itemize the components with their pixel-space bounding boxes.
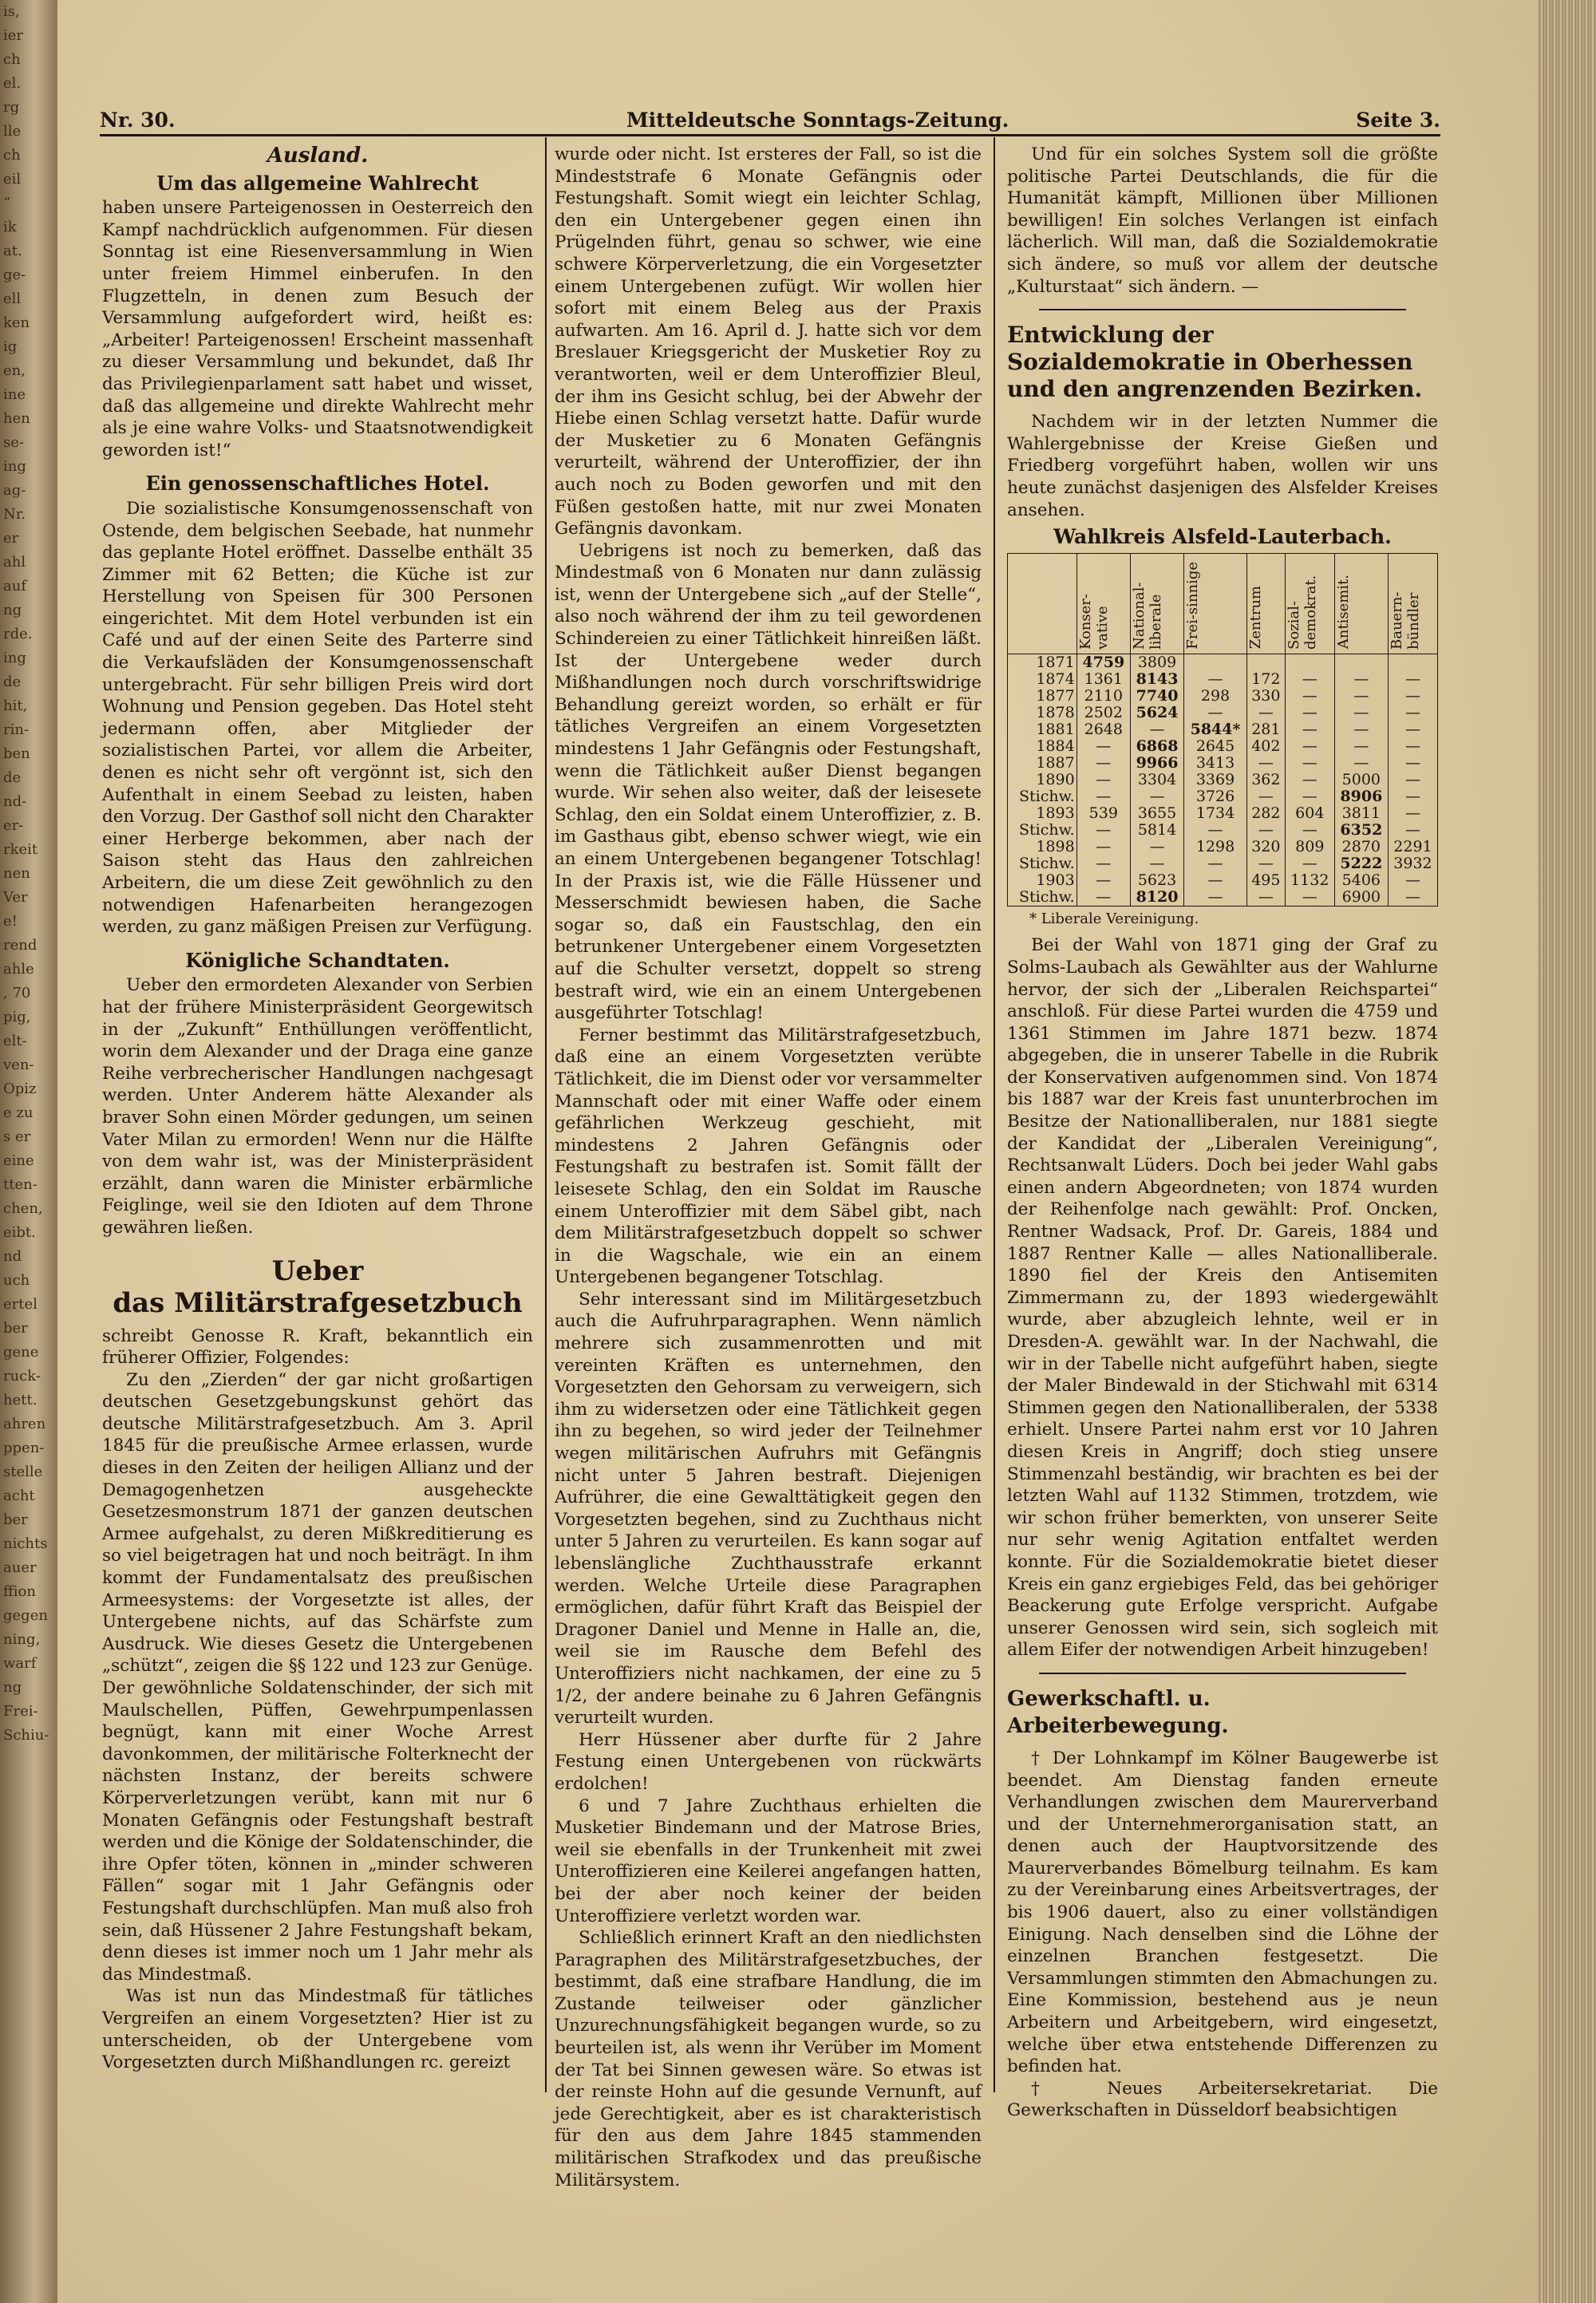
headline-line-2: das Militärstrafgesetzbuch xyxy=(113,1286,523,1319)
table-cell: 4759 xyxy=(1077,654,1130,671)
table-cell: 3811 xyxy=(1334,805,1388,822)
prev-page-fragment: ell xyxy=(3,290,22,307)
table-cell: — xyxy=(1246,705,1285,721)
table-cell: 809 xyxy=(1285,839,1334,855)
table-cell: — xyxy=(1388,705,1437,721)
prev-page-fragment: ppen- xyxy=(3,1440,45,1456)
prev-page-fragment: se- xyxy=(3,434,24,451)
article-body: † Der Lohnkampf im Kölner Baugewerbe ist beendet. Am Dienstag fanden erneute Verhandlungen zwischen dem Maurerverband und der Unternehmerorganisation statt, an denen auch der Hauptvorsitzende des Maurerverbandes Bömelburg teilnahm. Es kam zu der Vereinbarung eines Arbeitsvertrages, der bis 1906 dauert, also zu einer vollständigen Einigung. Nach denselben sind die Löhne der einzelnen Branchen festgesetzt. Die Versammlungen stimmten den Abmachungen zu. Eine Kommission, bestehend aus je neun Arbeitern und Arbeitgebern, wird eingesetzt, welche über etwa entstehende Differenzen zu befinden hat. xyxy=(1007,1748,1438,2077)
table-cell: — xyxy=(1285,855,1334,872)
table-cell: — xyxy=(1334,705,1388,721)
table-footnote: * Liberale Vereinigung. xyxy=(1029,910,1199,927)
table-cell: 172 xyxy=(1246,671,1285,688)
table-row xyxy=(1008,889,1438,907)
table-header-cell xyxy=(1008,553,1077,654)
table-header-cell xyxy=(1285,553,1334,654)
prev-page-fragment: ng xyxy=(3,1679,22,1696)
prev-page-fragment: rend xyxy=(3,937,38,954)
table-cell: 1903 xyxy=(1008,872,1077,889)
prev-page-fragment: ch xyxy=(3,147,21,164)
separator xyxy=(1039,1673,1406,1674)
table-cell: 3809 xyxy=(1130,654,1183,671)
article-body: Sehr interessant sind im Militärgesetzbuch auch die Aufruhrparagraphen. Wenn nämlich mehrere sich zusammenrotten und mit vereinten Kräften es unternehmen, den Vorgesetzten den Gehorsam zu verweigern, sich ihm zu widersetzen oder eine Tätlichkeit gegen ihn zu begehen, so wird jeder der Teilnehmer wegen militärischen Aufruhrs mit Gefängnis nicht unter 5 Jahren bestraft. Diejenigen Aufrührer, die eine Gewalttätigkeit gegen den Vorgesetzten begehen, sind zu Zuchthaus nicht unter 5 Jahren zu verurteilen. Es kann sogar auf lebenslängliche Zuchthausstrafe erkannt werden. Welche Urteile diese Paragraphen ermöglichen, dafür führt Kraft das Beispiel der Dragoner Daniel und Menne in Halle an, die, weil sie im Rausche dem Befehl des Unteroffiziers nicht nachkamen, der eine zu 5 1/2, der andere beinahe zu 6 Jahren Gefängnis verurteilt wurden. xyxy=(555,1289,982,1728)
table-cell: — xyxy=(1334,755,1388,772)
table-header-cell xyxy=(1246,553,1285,654)
article-body: 6 und 7 Jahre Zuchthaus erhielten die Musketier Bindemann und der Matrose Bries, weil sie ebenfalls in der Trunkenheit mit zwei Unteroffizieren eine Keilerei angefangen hatten, bei der aber noch keiner der beiden Unteroffiziere verletzt worden war. xyxy=(555,1795,982,1926)
table-cell: — xyxy=(1285,671,1334,688)
table-cell: — xyxy=(1246,822,1285,839)
table-row xyxy=(1008,855,1438,872)
column-2 xyxy=(555,144,982,2191)
headline xyxy=(102,1255,533,1319)
table-title: Wahlkreis Alsfeld-Lauterbach. xyxy=(1053,525,1392,549)
article-title: Gewerkschaftl. u. Arbeiterbewegung. xyxy=(1007,1686,1229,1738)
table-cell: — xyxy=(1130,839,1183,855)
table-cell: 1890 xyxy=(1008,772,1077,788)
table-cell: 1887 xyxy=(1008,755,1077,772)
table-cell: 1361 xyxy=(1077,671,1130,688)
table-cell: — xyxy=(1077,788,1130,805)
table-cell: — xyxy=(1285,822,1334,839)
table-cell: 5222 xyxy=(1334,855,1388,872)
table-cell: — xyxy=(1334,721,1388,738)
prev-page-fragment: s er xyxy=(3,1128,31,1145)
table-header-cell xyxy=(1077,553,1130,654)
prev-page-fragment: Frei- xyxy=(3,1703,38,1720)
table-row xyxy=(1008,721,1438,738)
article-body: haben unsere Parteigenossen in Oesterreich den Kampf nachdrücklich aufgenommen. Für diesen Sonntag ist eine Riesenversammlung in Wien unter freiem Himmel einberufen. In den Flugzetteln, in denen zum Besuch der Versammlung aufgefordert wird, heißt es: „Arbeiter! Parteigenossen! Erscheint massenhaft zu dieser Versammlung und bekundet, daß Ihr das Privilegienparlament satt habet und wisset, daß das allgemeine und direkte Wahlrecht mehr als je eine wahre Volks- und Staatsnotwendigkeit geworden ist!“ xyxy=(102,198,533,460)
table-cell: 3304 xyxy=(1130,772,1183,788)
article-body: † Neues Arbeitersekretariat. Die Gewerkschaften in Düsseldorf beabsichtigen xyxy=(1007,2078,1438,2121)
table-cell: — xyxy=(1077,772,1130,788)
table-cell: 1871 xyxy=(1008,654,1077,671)
prev-page-fragment: Nr. xyxy=(3,506,26,523)
table-cell: — xyxy=(1184,889,1247,907)
prev-page-fragment: hit, xyxy=(3,697,28,714)
article-body: Ueber den ermordeten Alexander von Serbien hat der frühere Ministerpräsident Georgewitsch in der „Zukunft“ Enthüllungen veröffentlicht, worin dem Alexander und der Draga eine ganze Reihe verbrecherischer Handlungen nachgesagt werden. Unter Anderem hätte Alexander als braver Sohn einen Mörder gedungen, um seinen Vater Milan zu ermorden! Wenn nur die Hälfte von dem wahr ist, was der Ministerpräsident erzählt, dann waren die Minister erbärmliche Feiglinge, weil sie den Idioten auf dem Throne gewähren ließen. xyxy=(102,975,533,1238)
section-kicker: Ausland. xyxy=(267,144,369,168)
table-cell: 5624 xyxy=(1130,705,1183,721)
table-cell: 3369 xyxy=(1184,772,1247,788)
prev-page-fragment: rde. xyxy=(3,626,33,642)
table-row xyxy=(1008,738,1438,755)
table-header-cell xyxy=(1184,553,1247,654)
table-cell: — xyxy=(1388,772,1437,788)
table-cell: Stichw. xyxy=(1008,788,1077,805)
table-cell: — xyxy=(1285,788,1334,805)
table-cell: 5000 xyxy=(1334,772,1388,788)
table-row xyxy=(1008,705,1438,721)
headline-line-1: Ueber xyxy=(271,1254,364,1287)
table-cell: 6868 xyxy=(1130,738,1183,755)
prev-page-fragment: ing xyxy=(3,458,26,475)
table-cell: — xyxy=(1388,721,1437,738)
table-cell: — xyxy=(1334,671,1388,688)
table-cell: — xyxy=(1130,855,1183,872)
table-cell: — xyxy=(1077,839,1130,855)
table-cell: — xyxy=(1388,755,1437,772)
table-cell: — xyxy=(1388,671,1437,688)
table-cell: 2502 xyxy=(1077,705,1130,721)
table-cell: — xyxy=(1077,738,1130,755)
table-row xyxy=(1008,772,1438,788)
prev-page-fragment: hen xyxy=(3,410,30,427)
table-cell: — xyxy=(1388,805,1437,822)
table-cell xyxy=(1184,654,1247,671)
table-cell: 1298 xyxy=(1184,839,1247,855)
table-cell: 6352 xyxy=(1334,822,1388,839)
table-cell: 1734 xyxy=(1184,805,1247,822)
table-cell: — xyxy=(1077,755,1130,772)
prev-page-fragment: stelle xyxy=(3,1464,43,1480)
prev-page-fragment: ning, xyxy=(3,1631,41,1648)
prev-page-fragment: de xyxy=(3,769,22,786)
prev-page-fragment: ahl xyxy=(3,554,26,571)
table-cell: — xyxy=(1184,822,1247,839)
table-row xyxy=(1008,788,1438,805)
page-header xyxy=(100,104,1440,136)
table-cell: — xyxy=(1246,788,1285,805)
table-cell: — xyxy=(1388,822,1437,839)
article-title: Königliche Schandtaten. xyxy=(185,948,450,972)
table-header-label: Sozial-demokrat. xyxy=(1285,575,1319,650)
table-cell: 539 xyxy=(1077,805,1130,822)
prev-page-fragment: nen xyxy=(3,865,30,882)
table-cell: 1884 xyxy=(1008,738,1077,755)
table-cell: — xyxy=(1246,855,1285,872)
prev-page-fragment: el. xyxy=(3,75,22,92)
table-row xyxy=(1008,755,1438,772)
table-cell: 2870 xyxy=(1334,839,1388,855)
table-cell: 8143 xyxy=(1130,671,1183,688)
table-row xyxy=(1008,671,1438,688)
table-cell: Stichw. xyxy=(1008,822,1077,839)
table-header-label: Konser-vative xyxy=(1077,593,1111,650)
table-cell: — xyxy=(1285,738,1334,755)
table-cell: — xyxy=(1388,872,1437,889)
prev-page-fragment: pig, xyxy=(3,1009,31,1025)
table-cell: 8906 xyxy=(1334,788,1388,805)
prev-page-fragment: is, xyxy=(3,3,20,20)
table-cell: — xyxy=(1388,889,1437,907)
table-cell: — xyxy=(1077,872,1130,889)
table-cell: 362 xyxy=(1246,772,1285,788)
table-cell: — xyxy=(1184,872,1247,889)
column-3 xyxy=(1007,144,1438,2122)
prev-page-fragment: er- xyxy=(3,817,24,834)
table-cell: — xyxy=(1285,755,1334,772)
column-rule-1 xyxy=(545,137,547,2092)
table-cell: — xyxy=(1285,772,1334,788)
election-table xyxy=(1007,553,1438,907)
column-rule-2 xyxy=(994,137,995,2092)
table-cell xyxy=(1285,654,1334,671)
prev-page-fragment: ine xyxy=(3,386,26,403)
table-cell: 1874 xyxy=(1008,671,1077,688)
article-body: Schließlich erinnert Kraft an den niedlichsten Paragraphen des Militärstrafgesetzbuches, der bestimmt, daß eine strafbare Handlung, die im Zustande teilweiser oder gänzlicher Unzurechnungsfähigkeit begangen wurde, so zu beurteilen ist, als wenn ihr Verüber im Moment der Tat bei Sinnen gewesen wäre. So etwas ist der reinste Hohn auf die gesunde Vernunft, auf jede Gerechtigkeit, aber es ist charakteristisch für den aus dem Jahre 1845 stammenden militärischen Strafkodex und das preußische Militärsystem. xyxy=(555,1928,982,2190)
table-cell: — xyxy=(1130,788,1183,805)
table-cell: — xyxy=(1246,889,1285,907)
table-cell: 1881 xyxy=(1008,721,1077,738)
table-header-label: Zentrum xyxy=(1246,586,1264,650)
table-cell: 320 xyxy=(1246,839,1285,855)
article-body: wurde oder nicht. Ist ersteres der Fall, so ist die Mindeststrafe 6 Monate Gefängnis oder Festungshaft. Somit wiegt ein leichter Schlag, den ein Untergebener gegen einen ihn Prügelnden führt, genau so schwer, wie eine schwere Körperverletzung, die ein Vorgesetzter einem Untergebenen zufügt. Wir wollen hier sofort mit einem Beleg aus der Praxis aufwarten. Am 16. April d. J. hatte sich vor dem Breslauer Kriegsgericht der Musketier Roy zu verantworten, weil er dem Unteroffizier Bleul, der ihm ins Gesicht schlug, bei der Abwehr der Hiebe einen Schlag versetzt hatte. Dafür wurde der Musketier zu 6 Monaten Gefängnis verurteilt, während der Unteroffizier, der ihn auch noch zu Boden geworfen und mit den Füßen gestoßen hatte, mit nur zwei Monaten Gefängnis davonkam. xyxy=(555,144,982,539)
table-cell: 1898 xyxy=(1008,839,1077,855)
table-cell xyxy=(1388,654,1437,671)
prev-page-fragment: acht xyxy=(3,1487,35,1504)
table-cell: 282 xyxy=(1246,805,1285,822)
table-cell: 2110 xyxy=(1077,688,1130,705)
table-cell: — xyxy=(1184,705,1247,721)
article-body: Herr Hüssener aber durfte für 2 Jahre Festung einen Untergebenen von rückwärts erdolchen! xyxy=(555,1729,982,1794)
table-row xyxy=(1008,822,1438,839)
table-cell: — xyxy=(1285,721,1334,738)
table-row xyxy=(1008,839,1438,855)
article-body: Bei der Wahl von 1871 ging der Graf zu Solms-Laubach als Gewählter aus der Wahlurne hervor, der sich der „Liberalen Reichspartei“ anschloß. Für diese Partei wurden die 4759 und 1361 Stimmen im Jahre 1871 bezw. 1874 abgegeben, die in unserer Tabelle in die Rubrik der Konservativen aufgenommen sind. Von 1874 bis 1887 war der Kreis fast ununterbrochen im Besitze der Nationalliberalen, nur 1881 siegte der Kandidat der „Liberalen Vereinigung“, Rechtsanwalt Lüders. Doch bei jeder Wahl gabs einen andern Abgeordneten; von 1874 wurden der Reihenfolge nach gewählt: Prof. Oncken, Rentner Wadsack, Prof. Dr. Gareis, 1884 und 1887 Rentner Kalle — alles Nationalliberale. 1890 fiel der Kreis den Antisemiten Zimmermann zu, der 1893 wiedergewählt wurde, aber abzugleich lehnte, weil er in Dresden-A. gewählt war. In der Nachwahl, die wir in der Tabelle nicht aufgeführt haben, siegte der Maler Bindewald in der Stichwahl mit 6314 Stimmen gegen den Nationalliberalen, der 5338 erhielt. Unsere Partei nahm erst vor 10 Jahren diesen Kreis in Angriff; doch stieg unsere Stimmenzahl beständig, wir brachten es bei der letzten Wahl auf 1132 Stimmen, trotzdem, wie wir schon früher bemerkten, von unserer Seite nur sehr wenig Agitation entfaltet werden konnte. Für die Sozialdemokratie bietet dieser Kreis ein ganz ergiebiges Feld, das bei gehöriger Beackerung gute Erfolge verspricht. Aufgabe unserer Genossen wird sein, sich sogleich mit allem Eifer der notwendigen Arbeit hinzugeben! xyxy=(1007,935,1438,1661)
table-cell: Stichw. xyxy=(1008,855,1077,872)
prev-page-fragment: warf xyxy=(3,1655,37,1672)
prev-page-fragment: ik xyxy=(3,219,17,235)
page-stack-edge xyxy=(1538,0,1596,2303)
table-cell: — xyxy=(1388,738,1437,755)
prev-page-fragment: at. xyxy=(3,243,22,259)
prev-page-fragment: hett. xyxy=(3,1392,38,1408)
prev-page-fragment: ig xyxy=(3,338,18,355)
prev-page-fragment: tten- xyxy=(3,1176,38,1193)
table-cell: — xyxy=(1184,671,1247,688)
table-cell: 402 xyxy=(1246,738,1285,755)
table-cell: — xyxy=(1285,688,1334,705)
prev-page-fragment: nd- xyxy=(3,793,27,810)
table-cell: — xyxy=(1285,889,1334,907)
prev-page-fragment: Ver xyxy=(3,889,28,906)
table-cell: — xyxy=(1077,889,1130,907)
table-cell: — xyxy=(1246,755,1285,772)
prev-page-fragment: en, xyxy=(3,362,26,379)
article-body: Uebrigens ist noch zu bemerken, daß das Mindestmaß von 6 Monaten nur dann zulässig ist, wenn der Untergebene sich „auf der Stelle“, also noch während der ihm zu teil gewordenen Schindereien zu einer Tätlichkeit hinreißen läßt. Ist der Untergebene weder durch Mißhandlungen noch durch vorschriftswidrige Behandlung gereizt worden, so erhält er für tätliches Vergreifen an einem Vorgesetzten mindestens 1 Jahr Gefängnis oder Festungshaft, wenn die Tätlichkeit außer Dienst begangen wurde. Wir sehen also weiter, daß der leisesete Schlag, den ein Soldat einem Unteroffizier, z. B. im Gasthaus gibt, ebenso schwer wiegt, wie ein an einem Untergebenen begangener Totschlag! In der Praxis ist, wie die Fälle Hüssener und Messerschmidt bewiesen haben, die Sache sogar so, daß ein Faustschlag, den ein betrunkener Untergebener einem Vorgesetzten auf die Schulter versetzt, doppelt so streng bestraft wird, wie ein an einem Untergebenen ausgeführter Totschlag! xyxy=(555,540,982,1024)
separator xyxy=(1039,309,1406,310)
prev-page-fragment: chen, xyxy=(3,1200,43,1217)
prev-page-fragment: ven- xyxy=(3,1057,34,1073)
prev-page-fragment: rkeit xyxy=(3,841,38,858)
prev-page-fragment: ber xyxy=(3,1511,28,1528)
prev-page-fragment: ing xyxy=(3,650,26,666)
table-cell: 5844* xyxy=(1184,721,1247,738)
table-row xyxy=(1008,688,1438,705)
prev-page-fragment: Schiu- xyxy=(3,1727,49,1744)
table-cell: — xyxy=(1334,738,1388,755)
table-cell: — xyxy=(1388,788,1437,805)
table-cell: 3932 xyxy=(1388,855,1437,872)
table-cell: — xyxy=(1334,688,1388,705)
table-cell: 2648 xyxy=(1077,721,1130,738)
table-cell: 1878 xyxy=(1008,705,1077,721)
table-cell: 281 xyxy=(1246,721,1285,738)
prev-page-fragment: gene xyxy=(3,1344,39,1361)
prev-page-fragment: er xyxy=(3,530,19,547)
prev-page-fragment: ch xyxy=(3,51,21,68)
table-cell: 1877 xyxy=(1008,688,1077,705)
prev-page-fragment: ber xyxy=(3,1320,28,1337)
prev-page-fragment: ertel xyxy=(3,1296,38,1313)
table-cell: — xyxy=(1130,721,1183,738)
table-header-cell xyxy=(1130,553,1183,654)
article-title: Um das allgemeine Wahlrecht xyxy=(156,171,479,195)
table-header-label: Frei-sinnige xyxy=(1184,562,1202,650)
table-cell xyxy=(1246,654,1285,671)
issue-number: Nr. 30. xyxy=(100,109,176,132)
table-row xyxy=(1008,654,1438,671)
table-cell: 5623 xyxy=(1130,872,1183,889)
prev-page-fragment: rg xyxy=(3,99,20,116)
article-body: Zu den „Zierden“ der gar nicht großartigen deutschen Gesetzgebungskunst gehört das deutsche Militärstrafgesetzbuch. Am 3. April 1845 für die preußische Armee erlassen, wurde dieses in den Zeiten der heiligen Allianz und der Demagogenhetzen ausgeheckte Gesetzesmonstrum 1871 der ganzen deutschen Armee aufgehalst, zu deren Mißkreditierung es so viel beigetragen hat und noch beiträgt. In ihm kommt der Fundamentalsatz des preußischen Armeesystems: der Vorgesetzte ist alles, der Untergebene nichts, auf das Schärfste zum Ausdruck. Wie dieses Gesetz die Untergebenen „schützt“, zeigen die §§ 122 und 123 zur Genüge. Der gewöhnliche Soldatenschinder, der sich mit Maulschellen, Püffen, Gewehrpumpenlassen begnügt, kann mit einer Woche Arrest davonkommen, der militärische Folterknecht der nächsten Instanz, der bereits schwere Körperverletzungen verübt, kann mit nur 6 Monaten Gefängnis oder Festungshaft bestraft werden und die Könige der Soldatenschinder, die ihre Opfer töten, können in „minder schweren Fällen“ sogar mit 1 Jahr Gefängnis oder Festungshaft durchschlüpfen. Man muß also froh sein, daß Hüssener 2 Jahre Festungshaft bekam, denn dieses ist immer noch um 1 Jahr mehr als das Mindestmaß. xyxy=(102,1369,533,1985)
table-cell: — xyxy=(1285,705,1334,721)
table-cell: 2291 xyxy=(1388,839,1437,855)
prev-page-fragment: ben xyxy=(3,745,30,762)
table-header-label: National-liberale xyxy=(1130,582,1164,650)
prev-page-fragment: Opiz xyxy=(3,1080,37,1097)
page-number: Seite 3. xyxy=(1356,109,1440,132)
table-cell: 604 xyxy=(1285,805,1334,822)
table-cell: — xyxy=(1184,855,1247,872)
table-cell: — xyxy=(1077,855,1130,872)
table-cell: 8120 xyxy=(1130,889,1183,907)
table-cell: 2645 xyxy=(1184,738,1247,755)
table-cell: 298 xyxy=(1184,688,1247,705)
prev-page-fragment: gegen xyxy=(3,1607,48,1624)
table-cell: 9966 xyxy=(1130,755,1183,772)
table-cell: 3726 xyxy=(1184,788,1247,805)
prev-page-fragment: e! xyxy=(3,913,18,930)
column-1 xyxy=(102,144,533,2074)
table-cell: 6900 xyxy=(1334,889,1388,907)
previous-page-edge xyxy=(0,0,57,2303)
table-cell: 7740 xyxy=(1130,688,1183,705)
table-header-cell xyxy=(1334,553,1388,654)
prev-page-fragment: ken xyxy=(3,314,30,331)
prev-page-fragment: ge- xyxy=(3,267,26,283)
prev-page-fragment: rin- xyxy=(3,721,30,738)
table-cell: 5406 xyxy=(1334,872,1388,889)
prev-page-fragment: nd xyxy=(3,1248,22,1265)
prev-page-fragment: ruck- xyxy=(3,1368,41,1385)
table-cell: 3655 xyxy=(1130,805,1183,822)
prev-page-fragment: de xyxy=(3,674,22,690)
prev-page-fragment: ffion xyxy=(3,1583,36,1600)
table-cell xyxy=(1334,654,1388,671)
prev-page-fragment: elt- xyxy=(3,1033,27,1049)
prev-page-fragment: auer xyxy=(3,1559,37,1576)
prev-page-fragment: “ xyxy=(3,195,11,211)
table-cell: 330 xyxy=(1246,688,1285,705)
prev-page-fragment: eibt. xyxy=(3,1224,36,1241)
table-header-label: Antisemit. xyxy=(1334,575,1352,650)
table-cell: — xyxy=(1077,822,1130,839)
table-cell: 1132 xyxy=(1285,872,1334,889)
prev-page-fragment: ier xyxy=(3,27,24,44)
prev-page-fragment: uch xyxy=(3,1272,30,1289)
article-body: Ferner bestimmt das Militärstrafgesetzbuch, daß eine an einem Vorgesetzten verübte Tätlichkeit, die im Dienst oder vor versammelter Mannschaft oder mit einer Waffe oder einem gefährlichen Werkzeug geschieht, mit mindestens 2 Jahren Gefängnis oder Festungshaft zu bestrafen ist. Somit fällt der leisesete Schlag, den ein Soldat im Rausche einem Unteroffizier mit dem Säbel gibt, nach dem Militärstrafgesetzbuch doppelt so schwer in die Wagschale, wie ein an einem Untergebenen begangener Totschlag. xyxy=(555,1025,982,1288)
prev-page-fragment: eine xyxy=(3,1152,34,1169)
prev-page-fragment: lle xyxy=(3,123,22,140)
prev-page-fragment: eil xyxy=(3,171,22,188)
prev-page-fragment: e zu xyxy=(3,1104,34,1121)
article-body: Und für ein solches System soll die größte politische Partei Deutschlands, die für die Humanität kämpft, Millionen über Millionen bewilligen! Ein solches Verlangen ist einfach lächerlich. Will man, daß die Sozialdemokratie sich ändere, so muß vor allem der deutsche „Kulturstaat“ sich ändern. — xyxy=(1007,144,1438,297)
article-body: schreibt Genosse R. Kraft, bekanntlich ein früherer Offizier, Folgendes: xyxy=(102,1325,533,1369)
table-cell: 495 xyxy=(1246,872,1285,889)
article-title: Ein genossenschaftliches Hotel. xyxy=(145,472,490,496)
table-header-label: Bauern-bündler xyxy=(1388,591,1422,650)
header-rule xyxy=(100,134,1440,136)
table-cell: 1893 xyxy=(1008,805,1077,822)
article-body: Die sozialistische Konsumgenossenschaft von Ostende, dem belgischen Seebade, hat nunmehr das geplante Hotel eröffnet. Dasselbe enthält 35 Zimmer mit 62 Betten; die Küche ist zur Herstellung von Speisen für 300 Personen eingerichtet. Mit dem Hotel verbunden ist ein Café und auf der einen Seite des Parterre sind die Verkaufsläden der Konsumgenossenschaft untergebracht. Für sehr billigen Preis wird dort Wohnung und Pension gegeben. Das Hotel steht jedermann offen, aber Mitglieder der sozialistischen Partei, vor allem die Arbeiter, denen es nicht sehr oft vergönnt ist, sich den Aufenthalt in einem Seebad zu leisten, haben den Vorzug. Der Gasthof soll nicht den Charakter einer Herberge bekommen, aber nach der Saison steht das Haus den zahlreichen Arbeitern, die um diese Zeit gewöhnlich zu den notwendigen Hafenarbeiten herangezogen werden, zu ganz mäßigen Preisen zur Verfügung. xyxy=(102,498,533,938)
prev-page-fragment: auf xyxy=(3,578,26,595)
newspaper-title: Mitteldeutsche Sonntags-Zeitung. xyxy=(626,109,1009,132)
prev-page-fragment: ng xyxy=(3,602,22,618)
table-cell: Stichw. xyxy=(1008,889,1077,907)
prev-page-fragment: ahren xyxy=(3,1416,46,1432)
article-body: Nachdem wir in der letzten Nummer die Wahlergebnisse der Kreise Gießen und Friedberg vorgeführt haben, wollen wir uns heute zunächst dasjenigen des Alsfelder Kreises ansehen. xyxy=(1007,412,1438,520)
table-row xyxy=(1008,805,1438,822)
table-header-cell xyxy=(1388,553,1437,654)
table-cell: — xyxy=(1388,688,1437,705)
article-body: Was ist nun das Mindestmaß für tätliches Vergreifen an einem Vorgesetzten? Hier ist zu unterscheiden, ob der Untergebene vom Vorgesetzten durch Mißhandlungen rc. gereizt xyxy=(102,1986,533,2073)
prev-page-fragment: nichts xyxy=(3,1535,48,1552)
prev-page-fragment: ahle xyxy=(3,961,34,978)
article-title: Entwicklung der Sozialdemokratie in Oberhessen und den angrenzenden Bezirken. xyxy=(1007,322,1423,403)
table-cell: 3413 xyxy=(1184,755,1247,772)
prev-page-fragment: , 70 xyxy=(3,985,31,1001)
prev-page-fragment: ag- xyxy=(3,482,26,499)
table-cell: 5814 xyxy=(1130,822,1183,839)
table-row xyxy=(1008,872,1438,889)
